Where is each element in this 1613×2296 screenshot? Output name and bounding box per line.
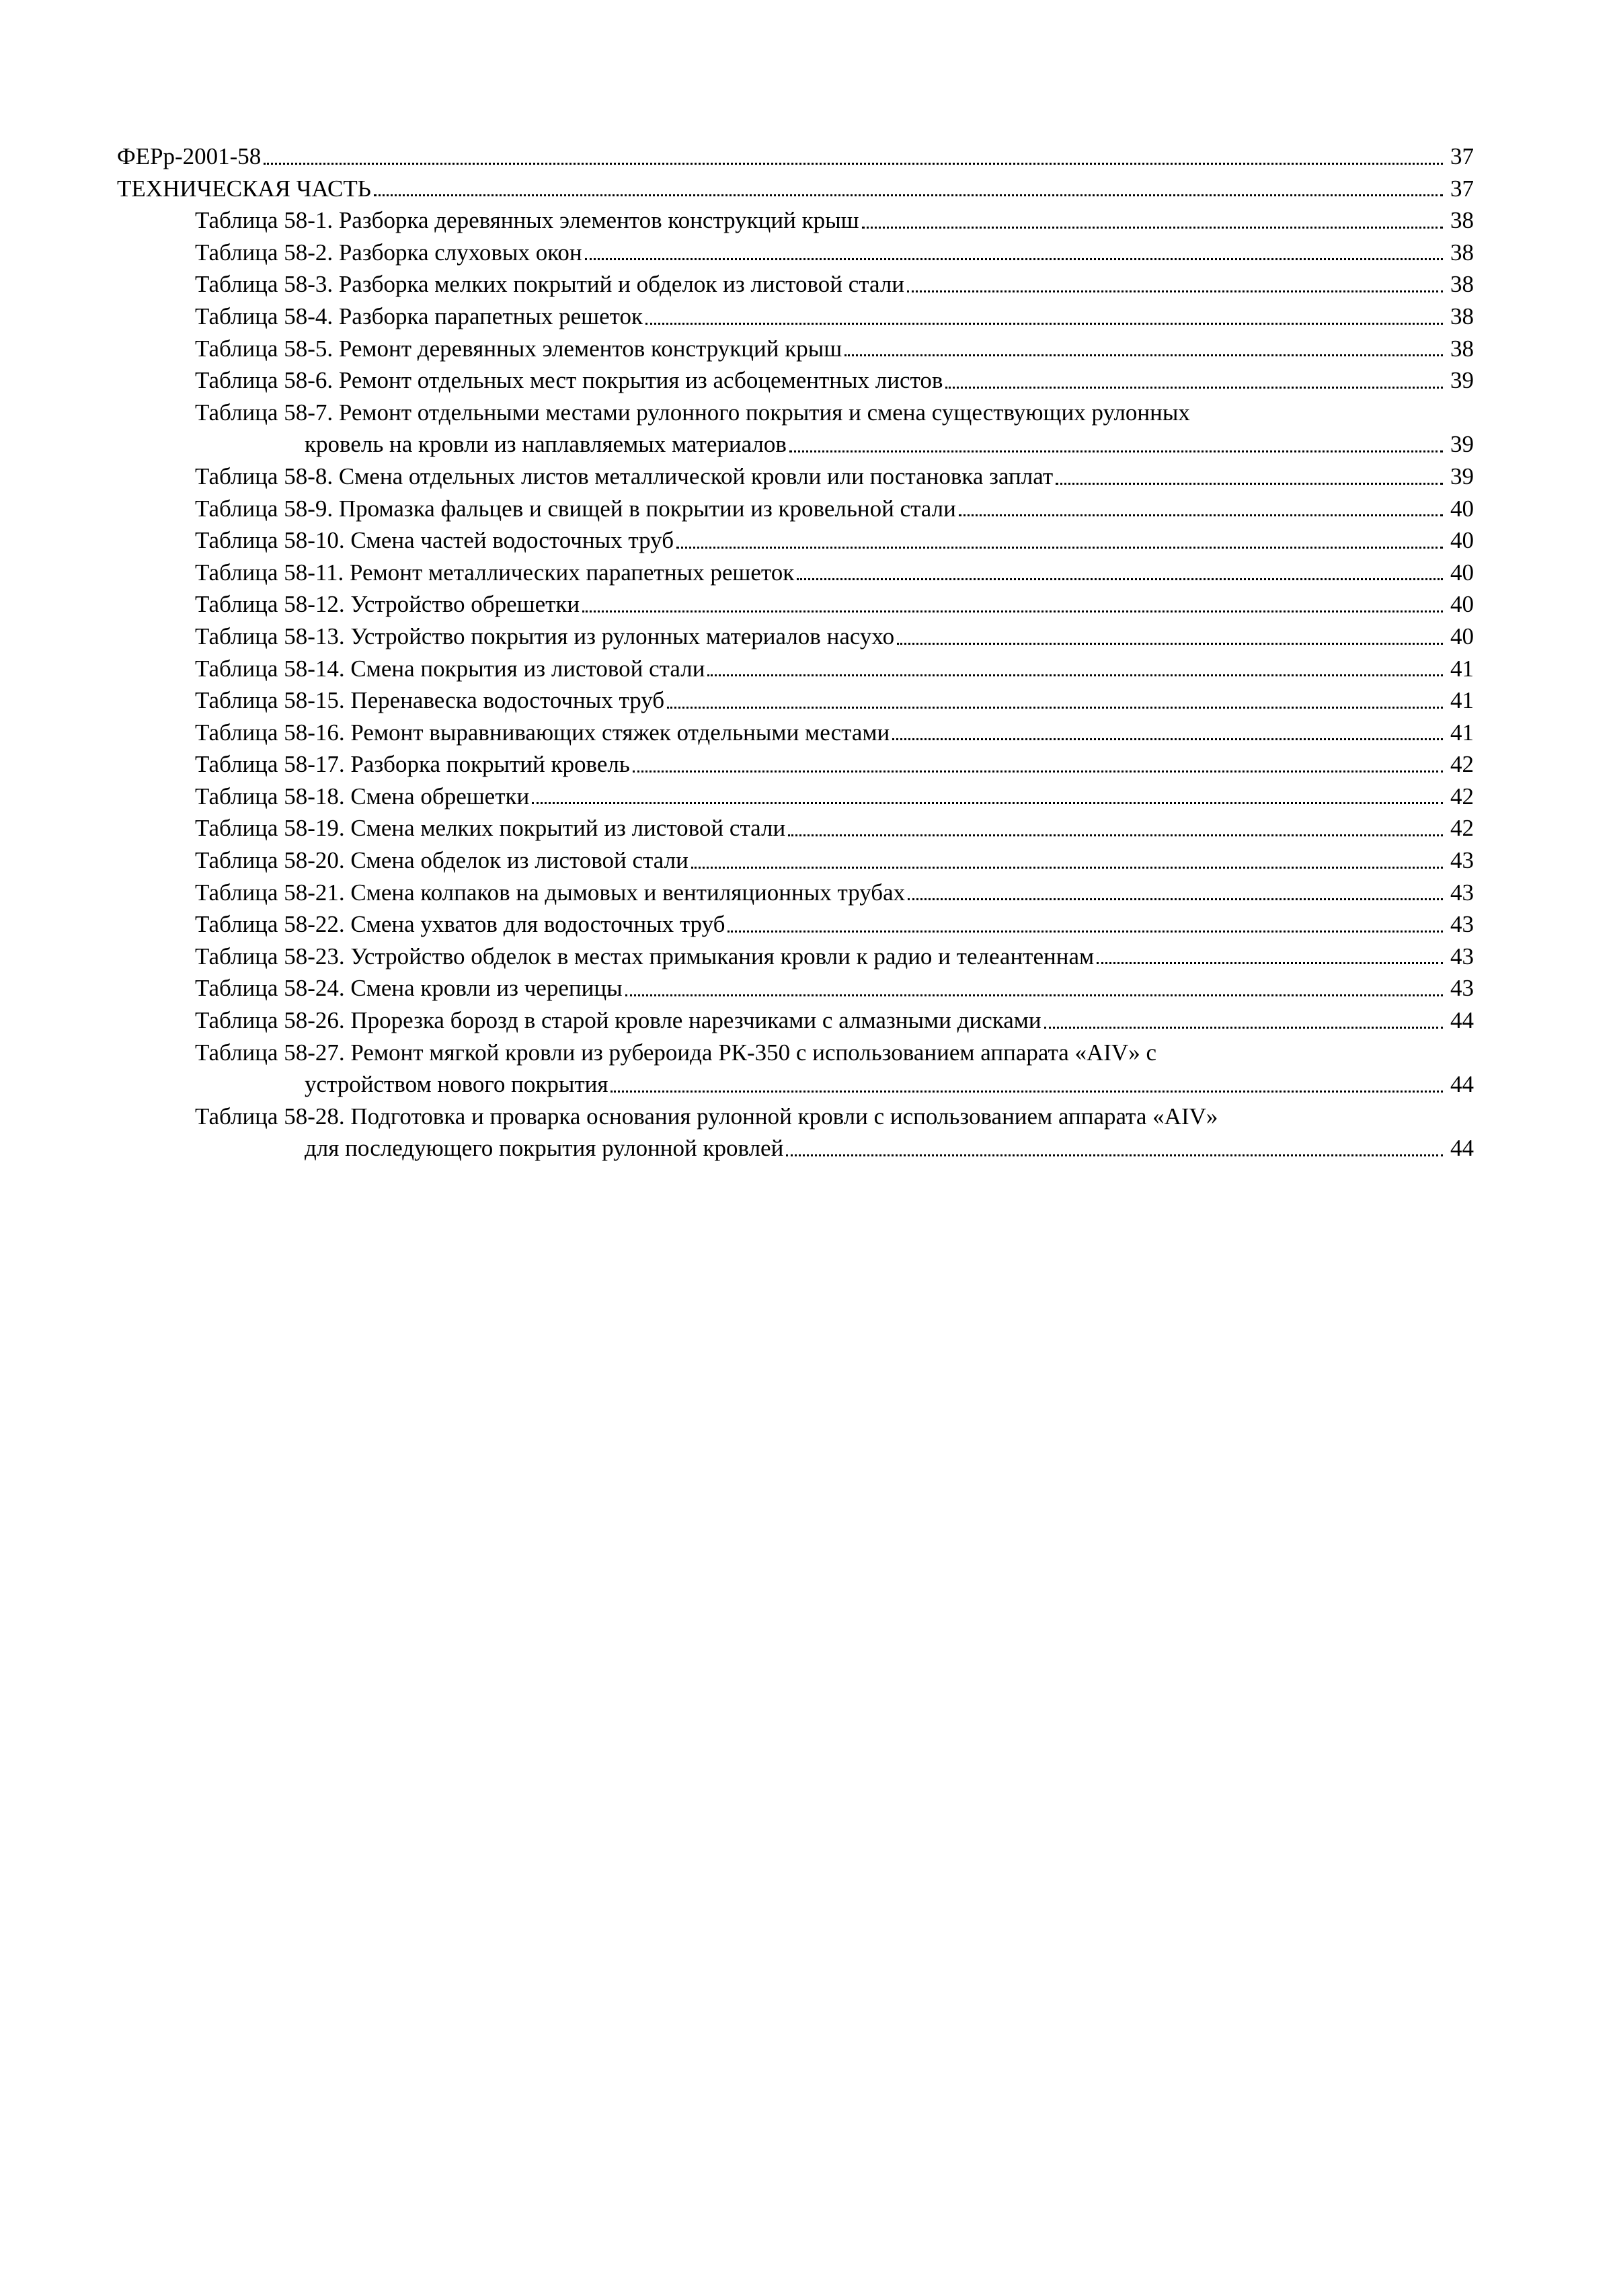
dot-leader	[844, 347, 1443, 356]
toc-page-number: 37	[1450, 175, 1474, 202]
toc-page-number: 43	[1450, 879, 1474, 906]
toc-entry	[117, 972, 1474, 1004]
toc-entry-title: Таблица 58-17. Разборка покрытий кровель	[195, 751, 630, 778]
dot-leader	[374, 187, 1443, 196]
toc-entry	[117, 908, 1474, 941]
toc-entry	[117, 493, 1474, 525]
toc-entry	[117, 364, 1474, 397]
dot-leader	[908, 891, 1443, 900]
toc-page-number: 44	[1450, 1071, 1474, 1098]
toc-page-number: 38	[1450, 335, 1474, 362]
toc-page-number: 39	[1450, 367, 1474, 394]
toc-page-number: 43	[1450, 911, 1474, 938]
toc-entry	[117, 301, 1474, 333]
dot-leader	[897, 635, 1443, 645]
toc-entry-title: Таблица 58-3. Разборка мелких покрытий и обделок из листовой стали	[195, 271, 905, 298]
toc-entry-title-line: Таблица 58-7. Ремонт отдельными местами рулонного покрытия и смена существующих рулонных	[195, 399, 1190, 426]
toc-entry-title: Таблица 58-26. Прорезка борозд в старой кровле нарезчиками с алмазными дисками	[195, 1007, 1041, 1034]
toc-entry-title: Таблица 58-24. Смена кровли из черепицы	[195, 975, 623, 1002]
toc-page-number: 38	[1450, 207, 1474, 234]
dot-leader	[1097, 955, 1443, 964]
toc-entry	[117, 877, 1474, 909]
toc-entry	[117, 653, 1474, 685]
toc-entry	[117, 684, 1474, 717]
toc-entry-title: Таблица 58-14. Смена покрытия из листовой стали	[195, 655, 705, 682]
toc-page-number: 41	[1450, 655, 1474, 682]
dot-leader	[788, 827, 1443, 836]
toc-entry-title: Таблица 58-22. Смена ухватов для водосточных труб	[195, 911, 725, 938]
dot-leader	[585, 251, 1443, 260]
toc-page-number: 43	[1450, 847, 1474, 874]
toc-page-number: 42	[1450, 815, 1474, 842]
toc-page-number: 41	[1450, 719, 1474, 746]
dot-leader	[676, 539, 1443, 549]
dot-leader	[907, 283, 1443, 292]
toc-entry	[117, 1101, 1474, 1164]
dot-leader	[532, 795, 1443, 804]
toc-entry-title: Таблица 58-1. Разборка деревянных элементов конструкций крыш	[195, 207, 859, 234]
toc-entry	[117, 717, 1474, 749]
toc-entry-title: Таблица 58-5. Ремонт деревянных элементов конструкций крыш	[195, 335, 842, 362]
dot-leader	[264, 155, 1443, 165]
toc-page-number: 40	[1450, 559, 1474, 586]
toc-entry-title: ТЕХНИЧЕСКАЯ ЧАСТЬ	[117, 175, 371, 202]
toc-page-number: 40	[1450, 527, 1474, 554]
dot-leader	[611, 1083, 1443, 1093]
toc-entry	[117, 557, 1474, 589]
dot-leader	[1044, 1019, 1443, 1029]
toc-entry-title: Таблица 58-23. Устройство обделок в местах примыкания кровли к радио и телеантеннам	[195, 943, 1095, 969]
toc-entry	[117, 397, 1474, 461]
dot-leader	[1056, 475, 1443, 485]
dot-leader	[691, 859, 1443, 869]
toc-page-number: 40	[1450, 623, 1474, 649]
dot-leader	[797, 571, 1443, 580]
toc-entry	[117, 1004, 1474, 1037]
toc-entry-title-line: устройством нового покрытия	[305, 1071, 608, 1098]
toc-page-number: 38	[1450, 271, 1474, 298]
toc-page-number: 42	[1450, 751, 1474, 778]
toc-entry-title-line: кровель на кровли из наплавляемых материалов	[305, 431, 787, 458]
dot-leader	[667, 699, 1443, 709]
toc-page-number: 43	[1450, 943, 1474, 969]
toc-page-number: 37	[1450, 143, 1474, 169]
dot-leader	[789, 443, 1443, 452]
toc-page-number: 43	[1450, 975, 1474, 1002]
toc-page-number: 44	[1450, 1007, 1474, 1034]
toc-entry	[117, 524, 1474, 557]
toc-entry-title: Таблица 58-18. Смена обрешетки	[195, 783, 530, 809]
dot-leader	[707, 667, 1443, 676]
toc-page-number: 42	[1450, 783, 1474, 809]
toc-entry	[117, 173, 1474, 205]
toc-entry-title: Таблица 58-12. Устройство обрешетки	[195, 591, 580, 618]
dot-leader	[582, 603, 1443, 612]
toc-entry	[117, 461, 1474, 493]
dot-leader	[862, 219, 1443, 229]
dot-leader	[625, 987, 1443, 996]
dot-leader	[633, 763, 1443, 773]
toc-entry	[117, 237, 1474, 269]
toc-entry	[117, 748, 1474, 781]
dot-leader	[645, 315, 1443, 325]
toc-entry-title: Таблица 58-2. Разборка слуховых окон	[195, 239, 582, 266]
table-of-contents	[117, 141, 1474, 1164]
toc-entry-title: Таблица 58-15. Перенавеска водосточных труб	[195, 687, 665, 714]
toc-page-number: 38	[1450, 303, 1474, 329]
toc-entry	[117, 812, 1474, 844]
toc-entry-title: Таблица 58-6. Ремонт отдельных мест покрытия из асбоцементных листов	[195, 367, 943, 394]
toc-entry-title: ФЕРр-2001-58	[117, 143, 262, 169]
toc-page-number: 39	[1450, 431, 1474, 458]
dot-leader	[727, 923, 1443, 933]
toc-entry-title: Таблица 58-11. Ремонт металлических парапетных решеток	[195, 559, 795, 586]
toc-entry-title-line: Таблица 58-28. Подготовка и проварка основания рулонной кровли с использованием аппарата «AIV»	[195, 1103, 1218, 1130]
toc-entry	[117, 1037, 1474, 1101]
toc-page-number: 38	[1450, 239, 1474, 266]
toc-entry	[117, 333, 1474, 365]
toc-entry-title: Таблица 58-8. Смена отдельных листов металлической кровли или постановка заплат	[195, 463, 1054, 489]
toc-page-number: 44	[1450, 1135, 1474, 1162]
toc-entry-title-line: для последующего покрытия рулонной кровлей	[305, 1135, 784, 1162]
dot-leader	[945, 379, 1443, 389]
toc-entry-title: Таблица 58-4. Разборка парапетных решеток	[195, 303, 643, 329]
toc-page-number: 40	[1450, 495, 1474, 522]
toc-entry	[117, 141, 1474, 173]
toc-entry-title: Таблица 58-10. Смена частей водосточных труб	[195, 527, 674, 554]
dot-leader	[786, 1147, 1443, 1156]
toc-entry-title: Таблица 58-21. Смена колпаков на дымовых и вентиляционных трубах	[195, 879, 906, 906]
toc-entry-title: Таблица 58-20. Смена обделок из листовой стали	[195, 847, 689, 874]
toc-entry-title: Таблица 58-19. Смена мелких покрытий из листовой стали	[195, 815, 786, 842]
toc-page-number: 41	[1450, 687, 1474, 714]
toc-entry-title: Таблица 58-16. Ремонт выравнивающих стяжек отдельными местами	[195, 719, 890, 746]
toc-page-number: 40	[1450, 591, 1474, 618]
toc-entry	[117, 844, 1474, 877]
toc-entry	[117, 588, 1474, 621]
toc-entry	[117, 204, 1474, 237]
toc-entry-title: Таблица 58-9. Промазка фальцев и свищей в покрытии из кровельной стали	[195, 495, 956, 522]
toc-entry-title: Таблица 58-13. Устройство покрытия из рулонных материалов насухо	[195, 623, 895, 649]
toc-entry-title-line: Таблица 58-27. Ремонт мягкой кровли из рубероида РК-350 с использованием аппарата «AIV» с	[195, 1039, 1156, 1066]
toc-entry	[117, 781, 1474, 813]
dot-leader	[892, 731, 1443, 740]
toc-page-number: 39	[1450, 463, 1474, 489]
toc-entry	[117, 268, 1474, 301]
dot-leader	[959, 507, 1443, 516]
toc-entry	[117, 621, 1474, 653]
toc-entry	[117, 941, 1474, 973]
